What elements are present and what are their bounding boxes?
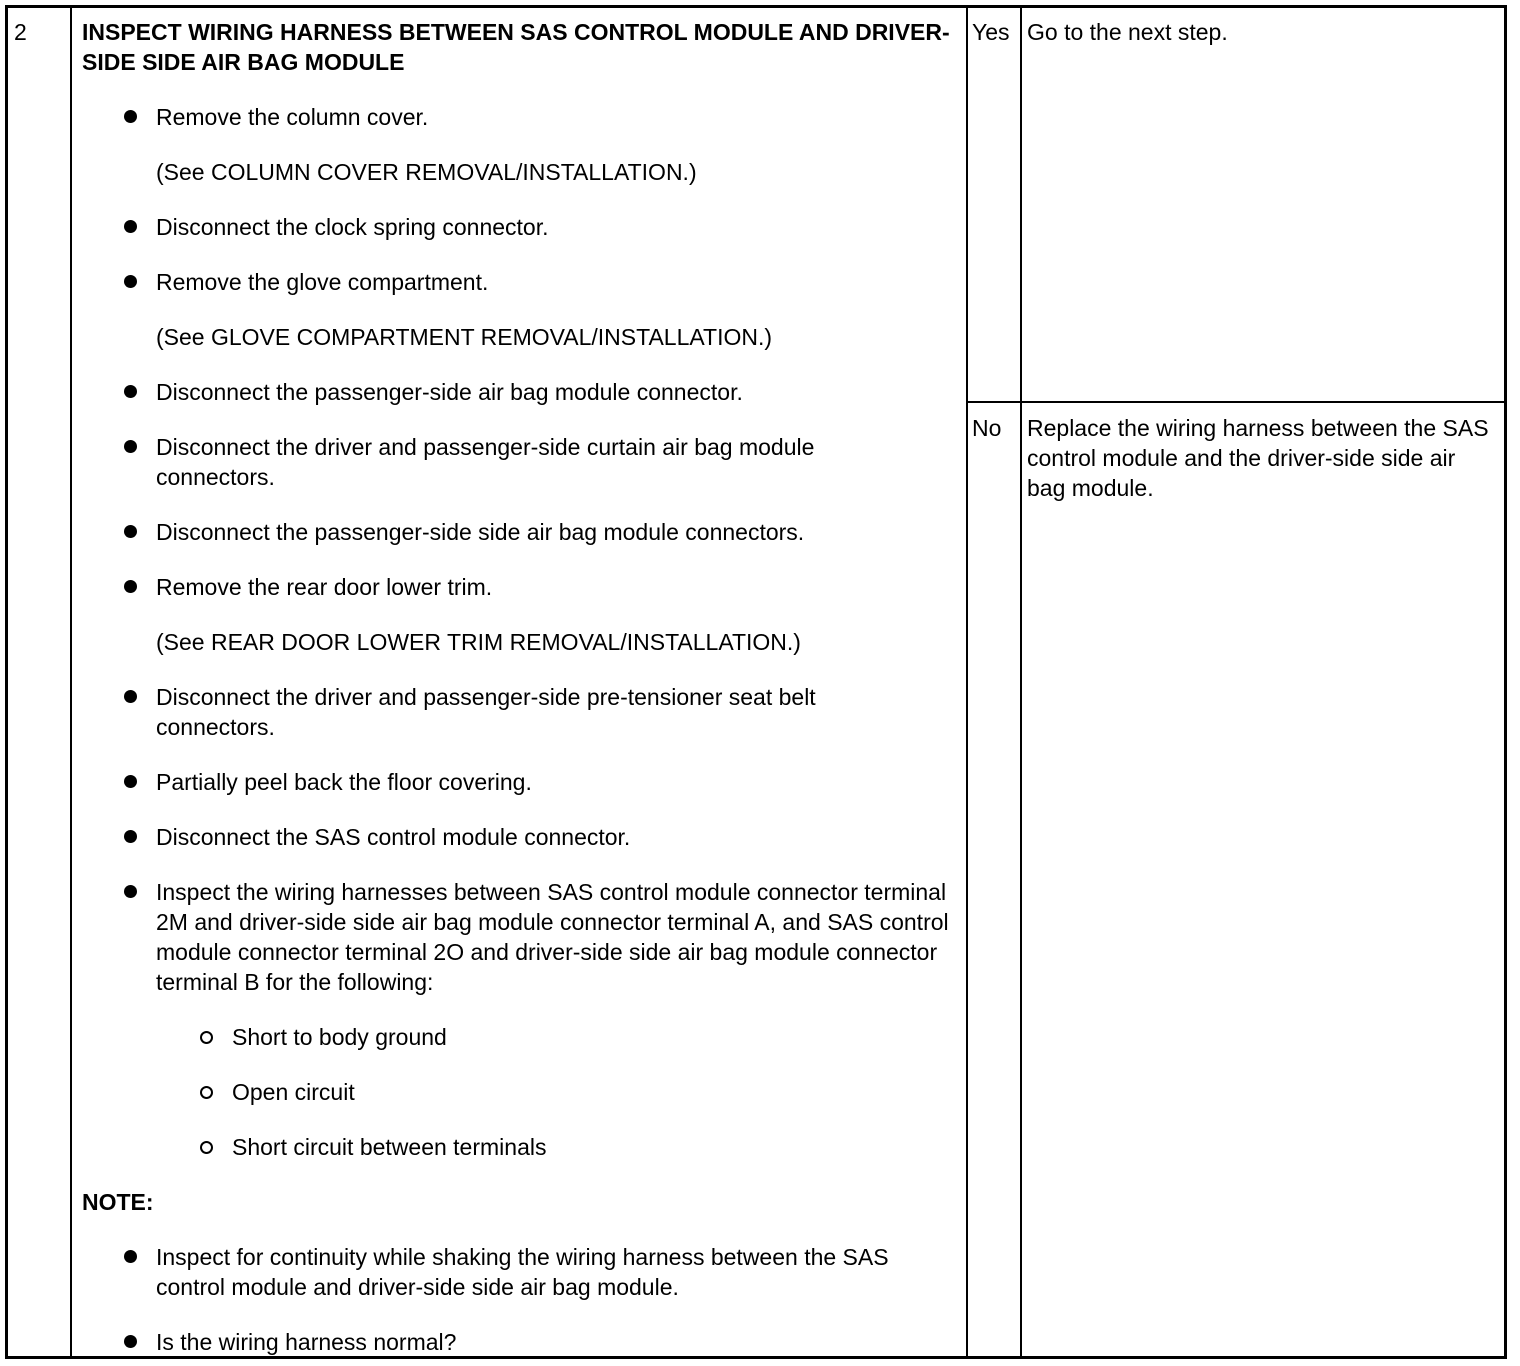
inspection-table: 2 INSPECT WIRING HARNESS BETWEEN SAS CONTROL MODULE AND DRIVER-SIDE SIDE AIR BAG MODULE Yes Go to the next step. No Replace the wiring harness between the SAS control module and the driver-side side air bag module. Remove the column cover. (See COLUMN COVER REMOVAL/INSTALLATION.) Disconnect the clock spring connector. Remove the glove compartment. (See GLOVE COMPARTMENT REMOVAL/INSTALLATION.) Disconnect the passenger-side air bag module connector. Disconnect the driver and passenger-side curtain air bag module connectors. Disconnect the passenger-side side air bag module connectors. Remove the rear door lower trim. (See REAR DOOR LOWER TRIM REMOVAL/INSTALLATION.) Disconnect the driver and passenger-side pre-tensioner seat belt connectors. Partially peel back the floor covering. Disconnect the SAS control module connector. Inspect the wiring harnesses between SAS control module connector terminal 2M and driver-side side air bag module connector terminal A, and SAS control module connector terminal 2O and driver-side side air bag module connector terminal B for the following: Short to body ground Open circuit Short circuit between terminals NOTE: Inspect for continuity while shaking the wiring harness between the SAS control module and driver-side side air bag module. Is the wiring harness normal? bbox=[5, 5, 1507, 1359]
step-title: INSPECT WIRING HARNESS BETWEEN SAS CONTROL MODULE AND DRIVER-SIDE SIDE AIR BAG MODULE bbox=[82, 19, 950, 75]
bullet-icon bbox=[124, 830, 137, 843]
bullet-icon bbox=[124, 525, 137, 538]
bullet-icon bbox=[124, 775, 137, 788]
no-action: Replace the wiring harness between the SAS control module and the driver-side side air bag module. bbox=[1027, 415, 1489, 501]
step-number: 2 bbox=[14, 19, 27, 45]
yes-label: Yes bbox=[972, 19, 1010, 45]
bullet-icon bbox=[124, 1250, 137, 1263]
no-label: No bbox=[972, 415, 1002, 441]
bullet-icon bbox=[124, 885, 137, 898]
bullet-icon bbox=[124, 1335, 137, 1348]
yes-action: Go to the next step. bbox=[1027, 19, 1228, 45]
bullet-icon bbox=[124, 440, 137, 453]
circle-bullet-icon bbox=[200, 1031, 213, 1044]
circle-bullet-icon bbox=[200, 1086, 213, 1099]
bullet-icon bbox=[124, 690, 137, 703]
bullet-icon bbox=[124, 580, 137, 593]
bullet-icon bbox=[124, 385, 137, 398]
circle-bullet-icon bbox=[200, 1141, 213, 1154]
bullet-icon bbox=[124, 275, 137, 288]
column-divider-step bbox=[70, 8, 72, 1356]
row-divider-yes-no bbox=[968, 401, 1504, 403]
bullet-icon bbox=[124, 110, 137, 123]
bullet-icon bbox=[124, 220, 137, 233]
